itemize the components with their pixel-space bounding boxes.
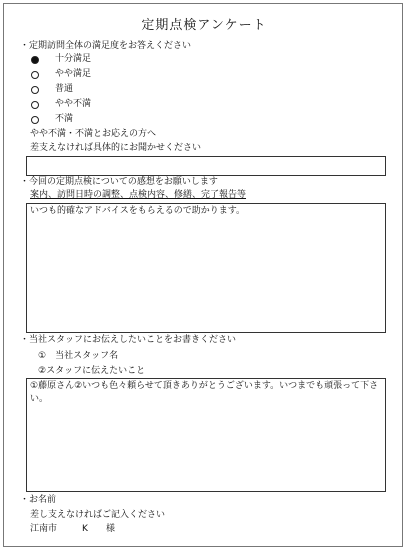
q2-answer-box[interactable] (26, 203, 386, 333)
q2-subheading: 案内、訪問日時の調整、点検内容、修繕、完了報告等 (30, 190, 247, 200)
radio-empty-icon[interactable] (31, 71, 39, 79)
q3-answer-box[interactable] (26, 378, 386, 492)
radio-empty-icon[interactable] (31, 101, 39, 109)
q1-followup-line2: 差支えなければ具体的にお聞かせください (30, 143, 202, 153)
q1-answer-text (27, 157, 385, 159)
q4-heading: ・お名前 (20, 495, 57, 505)
q1-option-label: 普通 (55, 84, 74, 94)
q1-followup-line1: やや不満・不満とお応えの方へ (30, 129, 157, 139)
q1-option-label: やや不満 (55, 99, 92, 109)
q3-heading: ・当社スタッフにお伝えしたいことをお書きください (20, 335, 237, 345)
q1-heading: ・定期訪問全体の満足度をお答えください (20, 41, 192, 51)
form-title: 定期点検アンケート (141, 18, 267, 33)
q1-option-4[interactable] (31, 99, 91, 110)
q1-option-2[interactable] (31, 69, 91, 80)
q1-option-label: 十分満足 (55, 54, 92, 64)
q1-option-1[interactable] (31, 54, 91, 65)
q1-option-5[interactable] (31, 114, 73, 125)
name-city: 江南市 (30, 524, 58, 534)
q1-option-label: 不満 (55, 114, 74, 124)
q3-item2: ②スタッフに伝えたいこと (38, 366, 146, 376)
q3-item1: ① 当社スタッフ名 (38, 351, 119, 361)
radio-empty-icon[interactable] (31, 86, 39, 94)
survey-form (3, 3, 403, 547)
radio-selected-icon[interactable] (31, 56, 39, 64)
q1-option-label: やや満足 (55, 69, 92, 79)
q1-answer-box[interactable] (26, 156, 386, 176)
name-initial: K (82, 524, 88, 534)
q2-heading: ・今回の定期点検についての感想をお願いします (20, 177, 218, 187)
q1-option-3[interactable] (31, 84, 73, 95)
radio-empty-icon[interactable] (31, 116, 39, 124)
q2-answer-text: いつも的確なアドバイスをもらえるので助かります。 (30, 206, 246, 216)
q3-answer-text: ①藤原さん②いつも色々頼らせて頂きありがとうございます。いつまでも頑張って下さい。 (30, 381, 379, 404)
q4-subheading: 差し支えなければご記入ください (30, 510, 166, 520)
name-honorific: 様 (106, 524, 116, 534)
